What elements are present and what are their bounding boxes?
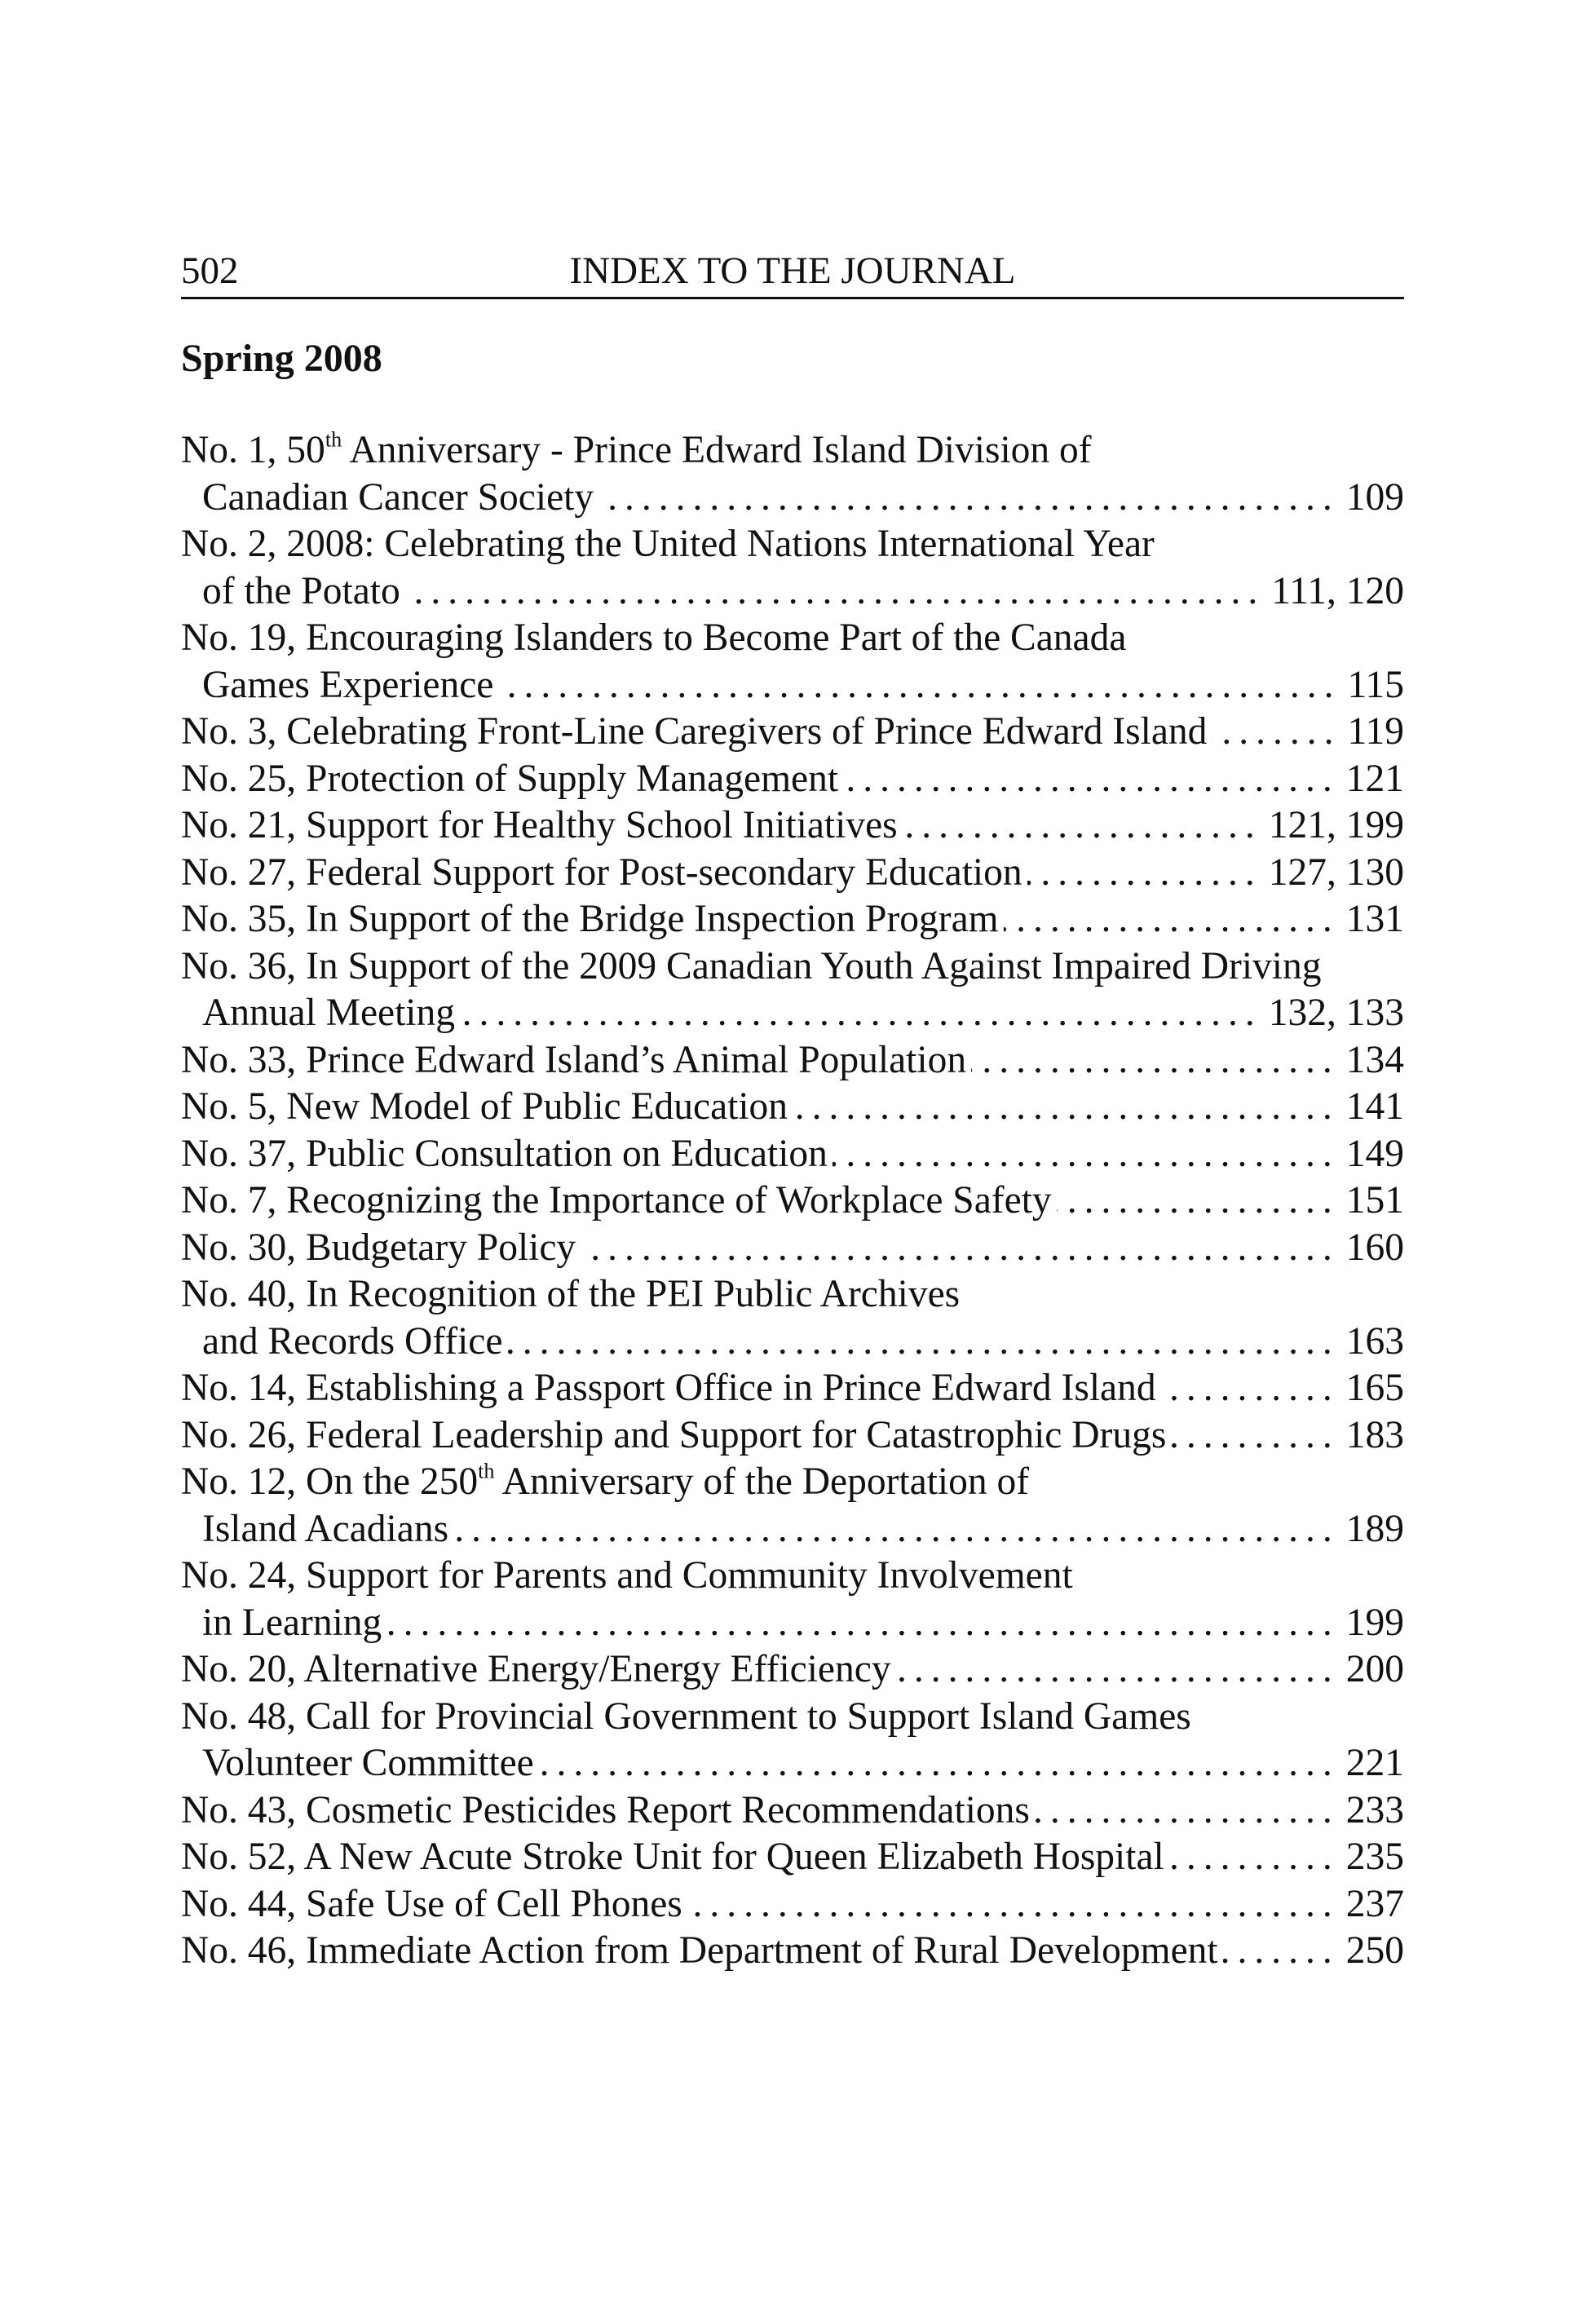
index-entry-continuation-line	[181, 662, 1404, 709]
index-entry-pages: 160	[1345, 1226, 1404, 1269]
index-entry-line	[181, 756, 1404, 803]
index-entry	[181, 802, 1404, 850]
index-entry-title: No. 36, In Support of the 2009 Canadian Youth Against Impaired Driving	[181, 944, 1322, 987]
index-entry-title: No. 20, Alternative Energy/Energy Efficiency	[181, 1648, 891, 1690]
index-entry-title: No. 26, Federal Leadership and Support for Catastrophic Drugs	[181, 1413, 1167, 1456]
index-entry-title: No. 37, Public Consultation on Education	[181, 1132, 828, 1175]
index-entry-continuation-line	[181, 1319, 1404, 1366]
index-entry-line	[181, 1177, 1404, 1225]
index-entry-title: No. 33, Prince Edward Island’s Animal Population	[181, 1038, 967, 1081]
index-entry-pages: 121	[1345, 757, 1404, 800]
index-entry	[181, 1225, 1404, 1272]
dot-leader	[1004, 896, 1340, 943]
index-entry	[181, 1881, 1404, 1929]
index-entry-title: No. 14, Establishing a Passport Office in Prince Edward Island	[181, 1367, 1156, 1409]
dot-leader	[1171, 1412, 1339, 1460]
index-entry-pages: 221	[1345, 1742, 1404, 1784]
dot-leader	[1161, 1365, 1340, 1412]
index-entry-line	[181, 1646, 1404, 1694]
index-entry-line	[181, 1037, 1404, 1085]
dot-leader	[405, 568, 1265, 616]
index-entry-title: No. 52, A New Acute Stroke Unit for Queen Elizabeth Hospital	[181, 1836, 1164, 1878]
dot-leader	[581, 1225, 1340, 1272]
index-entry-line	[181, 1225, 1404, 1272]
index-entry-title: in Learning	[202, 1601, 382, 1644]
index-entry-line	[181, 1271, 1404, 1319]
index-entry-pages: 115	[1347, 663, 1404, 706]
index-entry-pages: 250	[1345, 1929, 1404, 1972]
index-entry-pages: 165	[1345, 1367, 1404, 1409]
dot-leader	[903, 802, 1262, 850]
index-entry-pages: 163	[1345, 1319, 1404, 1363]
page-number: 502	[181, 250, 239, 292]
index-entry-line	[181, 1131, 1404, 1178]
ordinal-superscript: th	[478, 1459, 495, 1483]
index-entry-pages: 149	[1345, 1132, 1404, 1175]
index-entry-pages: 235	[1345, 1836, 1404, 1878]
dot-leader	[386, 1600, 1339, 1647]
index-entry-pages: 200	[1345, 1648, 1404, 1690]
index-entry-title: No. 43, Cosmetic Pesticides Report Recommendations	[181, 1788, 1030, 1831]
ordinal-superscript: th	[325, 427, 342, 452]
dot-leader	[843, 756, 1340, 803]
dot-leader	[971, 1037, 1340, 1085]
index-entry-pages: 151	[1345, 1179, 1404, 1222]
title-text: Anniversary of the Deportation of	[494, 1460, 1030, 1503]
index-entry-title: No. 27, Federal Support for Post-secondary Education	[181, 851, 1022, 894]
index-entry	[181, 943, 1404, 1037]
index-entry	[181, 1412, 1404, 1460]
index-entry-title: No. 24, Support for Parents and Community Involvement	[181, 1554, 1073, 1597]
dot-leader	[1169, 1834, 1340, 1881]
dot-leader	[833, 1131, 1340, 1178]
index-entry-title: of the Potato	[202, 569, 400, 612]
title-text: No. 1, 50	[181, 429, 325, 471]
index-entries	[181, 427, 1404, 1975]
index-entry-pages: 127, 130	[1268, 851, 1404, 894]
index-entry-pages: 131	[1345, 898, 1404, 940]
index-entry-pages: 121, 199	[1268, 804, 1404, 846]
index-entry	[181, 1177, 1404, 1225]
index-entry-continuation-line	[181, 990, 1404, 1037]
index-entry	[181, 1787, 1404, 1835]
index-entry-pages: 111, 120	[1271, 569, 1404, 612]
index-entry-line	[181, 1834, 1404, 1881]
index-entry	[181, 615, 1404, 709]
index-entry	[181, 1553, 1404, 1646]
index-entry-line	[181, 709, 1404, 756]
index-entry-continuation-line	[181, 568, 1404, 616]
running-title: INDEX TO THE JOURNAL	[569, 250, 1016, 292]
index-entry-title: No. 46, Immediate Action from Department of Rural Development	[181, 1929, 1218, 1972]
index-entry-line	[181, 1881, 1404, 1929]
index-entry-title: No. 44, Safe Use of Cell Phones	[181, 1882, 682, 1925]
title-text: No. 12, On the 250	[181, 1460, 479, 1503]
section-title: Spring 2008	[181, 337, 382, 380]
index-entry-title: No. 48, Call for Provincial Government to Support Island Games	[181, 1694, 1191, 1738]
index-entry-line	[181, 521, 1404, 568]
dot-leader	[460, 990, 1262, 1037]
index-entry	[181, 756, 1404, 803]
dot-leader	[1057, 1177, 1340, 1225]
index-entry	[181, 850, 1404, 897]
dot-leader	[498, 662, 1340, 709]
dot-leader	[1035, 1787, 1340, 1835]
index-entry-line	[181, 1553, 1404, 1600]
dot-leader	[793, 1084, 1340, 1131]
index-entry	[181, 1459, 1404, 1553]
dot-leader	[453, 1506, 1340, 1553]
index-entry	[181, 1646, 1404, 1694]
index-entry-line	[181, 1694, 1404, 1741]
index-entry-pages: 233	[1345, 1788, 1404, 1831]
index-entry	[181, 1271, 1404, 1365]
dot-leader	[1027, 850, 1262, 897]
index-entry	[181, 1928, 1404, 1975]
index-entry-line	[181, 427, 1404, 475]
index-entry-continuation-line	[181, 1600, 1404, 1647]
dot-leader	[1223, 1928, 1340, 1975]
index-entry-pages: 237	[1345, 1882, 1404, 1925]
index-entry-line	[181, 1412, 1404, 1460]
index-entry-line	[181, 802, 1404, 850]
index-entry	[181, 427, 1404, 521]
page-header	[181, 245, 1404, 299]
index-entry	[181, 1037, 1404, 1085]
index-entry-title: and Records Office	[202, 1319, 503, 1363]
index-entry-title: No. 25, Protection of Supply Management	[181, 757, 839, 800]
index-entry-title: No. 3, Celebrating Front-Line Caregivers of Prince Edward Island	[181, 710, 1208, 753]
index-entry-line	[181, 615, 1404, 662]
index-entry-title	[181, 427, 1092, 475]
index-entry-pages: 183	[1345, 1413, 1404, 1456]
index-entry-title: No. 2, 2008: Celebrating the United Nations International Year	[181, 523, 1155, 565]
index-entry	[181, 896, 1404, 943]
index-entry-line	[181, 1787, 1404, 1835]
dot-leader	[507, 1319, 1339, 1366]
index-entry-continuation-line	[181, 475, 1404, 522]
index-entry-title: No. 5, New Model of Public Education	[181, 1085, 788, 1128]
index-entry	[181, 709, 1404, 756]
index-entry-title: Island Acadians	[202, 1507, 449, 1550]
index-entry-title: Volunteer Committee	[202, 1742, 534, 1784]
index-entry-title: No. 40, In Recognition of the PEI Public Archives	[181, 1273, 961, 1315]
index-entry	[181, 1694, 1404, 1787]
dot-leader	[1212, 709, 1340, 756]
index-entry-pages: 141	[1345, 1085, 1404, 1128]
index-entry-pages: 134	[1345, 1038, 1404, 1081]
index-entry-continuation-line	[181, 1506, 1404, 1553]
index-entry-title: Canadian Cancer Society	[202, 475, 594, 519]
dot-leader	[539, 1740, 1340, 1787]
index-entry-title	[181, 1459, 1029, 1506]
index-entry-pages: 189	[1345, 1507, 1404, 1550]
index-entry-title: No. 7, Recognizing the Importance of Workplace Safety	[181, 1179, 1052, 1222]
index-entry-line	[181, 850, 1404, 897]
index-entry-title: No. 19, Encouraging Islanders to Become Part of the Canada	[181, 616, 1127, 659]
index-entry-line	[181, 896, 1404, 943]
index-entry	[181, 1834, 1404, 1881]
index-entry-line	[181, 943, 1404, 991]
index-entry-line	[181, 1928, 1404, 1975]
index-entry	[181, 521, 1404, 615]
index-entry-continuation-line	[181, 1740, 1404, 1787]
index-entry-title: No. 35, In Support of the Bridge Inspection Program	[181, 898, 999, 940]
index-entry-title: No. 30, Budgetary Policy	[181, 1226, 576, 1269]
index-entry-title: Annual Meeting	[202, 992, 456, 1034]
index-entry	[181, 1084, 1404, 1131]
index-entry-pages: 119	[1347, 710, 1404, 753]
index-entry	[181, 1131, 1404, 1178]
index-entry-pages: 199	[1345, 1601, 1404, 1644]
index-entry-line	[181, 1084, 1404, 1131]
index-entry-title: Games Experience	[202, 663, 494, 706]
index-entry-pages: 109	[1345, 475, 1404, 519]
dot-leader	[598, 475, 1340, 522]
index-entry-pages: 132, 133	[1268, 992, 1404, 1034]
index-entry-title: No. 21, Support for Healthy School Initiatives	[181, 804, 898, 846]
index-entry	[181, 1365, 1404, 1412]
dot-leader	[687, 1881, 1340, 1929]
dot-leader	[896, 1646, 1340, 1694]
index-entry-line	[181, 1365, 1404, 1412]
index-entry-line	[181, 1459, 1404, 1506]
title-text: Anniversary - Prince Edward Island Division of	[342, 429, 1092, 471]
